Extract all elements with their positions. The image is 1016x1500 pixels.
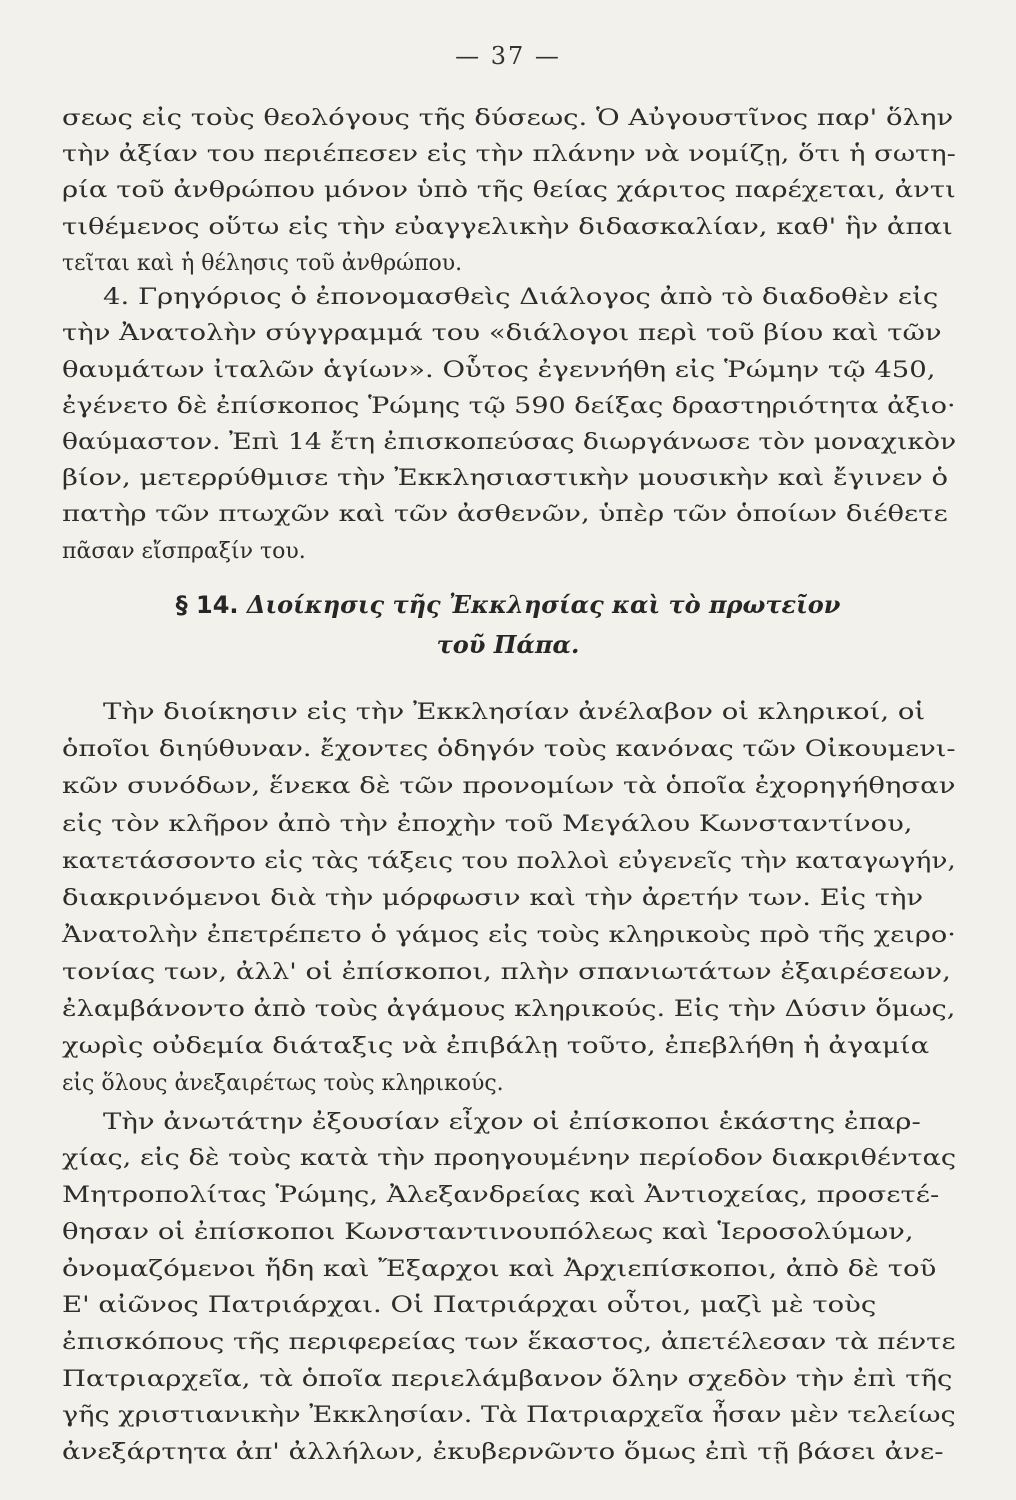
text-line: ὁποῖοι διηύθυναν. ἔχοντες ὁδηγόν τοὺς κανόνας τῶν Οἰκουμενι- [62,737,956,762]
text-line: Ε' αἰῶνος Πατριάρχαι. Οἱ Πατριάρχαι οὗτοι, μαζὶ μὲ τοὺς [62,1293,877,1318]
text-line: θησαν οἱ ἐπίσκοποι Κωνσταντινουπόλεως καὶ Ἱεροσολύμων, [62,1220,914,1245]
text-line: Ἀνατολὴν ἐπετρέπετο ὁ γάμος εἰς τοὺς κληρικοὺς πρὸ τῆς χειρο· [62,923,956,948]
section-title: Διοίκησις τῆς Ἐκκλησίας καὶ τὸ πρωτεῖον [246,590,841,619]
text-line: ἐπισκόπους τῆς περιφερείας των ἕκαστος, ἀπετέλεσαν τὰ πέντε [62,1330,956,1355]
text-line: τιθέμενος οὕτω εἰς τὴν εὐαγγελικὴν διδασκαλίαν, καθ' ἣν ἀπαι [62,215,953,240]
text-line: ὀνομαζόμενοι ἤδη καὶ Ἔξαρχοι καὶ Ἀρχιεπίσκοποι, ἀπὸ δὲ τοῦ [62,1257,937,1282]
text-line: τεῖται καὶ ἡ θέλησις τοῦ ἀνθρώπου. [62,251,463,276]
text-line: θαύμαστον. Ἐπὶ 14 ἔτη ἐπισκοπεύσας διωργάνωσε τὸν μοναχικὸν [62,430,957,455]
text-line: ρία τοῦ ἀνθρώπου μόνον ὑπὸ τῆς θείας χάριτος παρέχεται, ἀντι [62,178,956,203]
text-line: τονίας των, ἀλλ' οἱ ἐπίσκοποι, πλὴν σπανιωτάτων ἐξαιρέσεων, [62,960,951,985]
text-line: κῶν συνόδων, ἕνεκα δὲ τῶν προνομίων τὰ ὁποῖα ἐχορηγήθησαν [62,774,956,799]
text-line: διακρινόμενοι διὰ τὴν μόρφωσιν καὶ τὴν ἀρετήν των. Εἰς τὴν [62,886,924,911]
text-line: σεως εἰς τοὺς θεολόγους τῆς δύσεως. Ὁ Αὐγουστῖνος παρ' ὅλην [62,106,954,131]
section-title-continued: τοῦ Πάπα. [436,630,580,659]
text-line: χωρὶς οὐδεμία διάταξις νὰ ἐπιβάλῃ τοῦτο, ἐπεβλήθη ἡ ἀγαμία [62,1034,930,1059]
page-number: — 37 — [455,42,561,70]
text-line: ἐλαμβάνοντο ἀπὸ τοὺς ἀγάμους κληρικούς. Εἰς τὴν Δύσιν ὅμως, [62,997,956,1022]
text-line: Πατριαρχεῖα, τὰ ὁποῖα περιελάμβανον ὅλην σχεδὸν τὴν ἐπὶ τῆς [62,1367,953,1392]
section-heading [0,590,1016,619]
text-line: γῆς χριστιανικὴν Ἐκκλησίαν. Τὰ Πατριαρχεῖα ἦσαν μὲν τελείως [62,1403,956,1428]
text-line: πᾶσαν εἴσπραξίν του. [62,539,306,564]
text-line: εἰς ὅλους ἀνεξαιρέτως τοὺς κληρικούς. [62,1071,504,1096]
text-line: χίας, εἰς δὲ τοὺς κατὰ τὴν προηγουμένην περίοδον διακριθέντας [62,1146,957,1171]
text-line: πατὴρ τῶν πτωχῶν καὶ τῶν ἀσθενῶν, ὑπὲρ τῶν ὁποίων διέθετε [62,502,948,527]
text-line: 4. Γρηγόριος ὁ ἐπονομασθεὶς Διάλογος ἀπὸ τὸ διαδοθὲν εἰς [103,285,939,310]
text-line: κατετάσσοντο εἰς τὰς τάξεις του πολλοὶ εὐγενεῖς τὴν καταγωγήν, [62,849,956,874]
text-line: Τὴν ἀνωτάτην ἐξουσίαν εἶχον οἱ ἐπίσκοποι ἑκάστης ἐπαρ- [103,1110,921,1135]
text-line: ἀνεξάρτητα ἀπ' ἀλλήλων, ἐκυβερνῶντο ὅμως ἐπὶ τῇ βάσει ἀνε- [62,1440,944,1465]
text-line: τὴν Ἀνατολὴν σύγγραμμά του «διάλογοι περὶ τοῦ βίου καὶ τῶν [62,321,942,346]
text-line: Τὴν διοίκησιν εἰς τὴν Ἐκκλησίαν ἀνέλαβον οἱ κληρικοί, οἱ [103,700,926,725]
text-line: τὴν ἀξίαν του περιέπεσεν εἰς τὴν πλάνην νὰ νομίζῃ, ὅτι ἡ σωτη- [62,142,956,167]
text-line: θαυμάτων ἰταλῶν ἁγίων». Οὗτος ἐγεννήθη εἰς Ῥώμην τῷ 450, [62,358,936,383]
text-line: εἰς τὸν κλῆρον ἀπὸ τὴν ἐποχὴν τοῦ Μεγάλου Κωνσταντίνου, [62,812,913,837]
text-line: βίον, μετερρύθμισε τὴν Ἐκκλησιαστικὴν μουσικὴν καὶ ἔγινεν ὁ [62,466,949,491]
section-heading-continued [0,630,1016,659]
section-number: § 14. [175,591,239,619]
text-line: ἐγένετο δὲ ἐπίσκοπος Ῥώμης τῷ 590 δείξας δραστηριότητα ἀξιο· [62,394,956,419]
text-line: Μητροπολίτας Ῥώμης, Ἀλεξανδρείας καὶ Ἀντιοχείας, προσετέ- [62,1183,940,1208]
